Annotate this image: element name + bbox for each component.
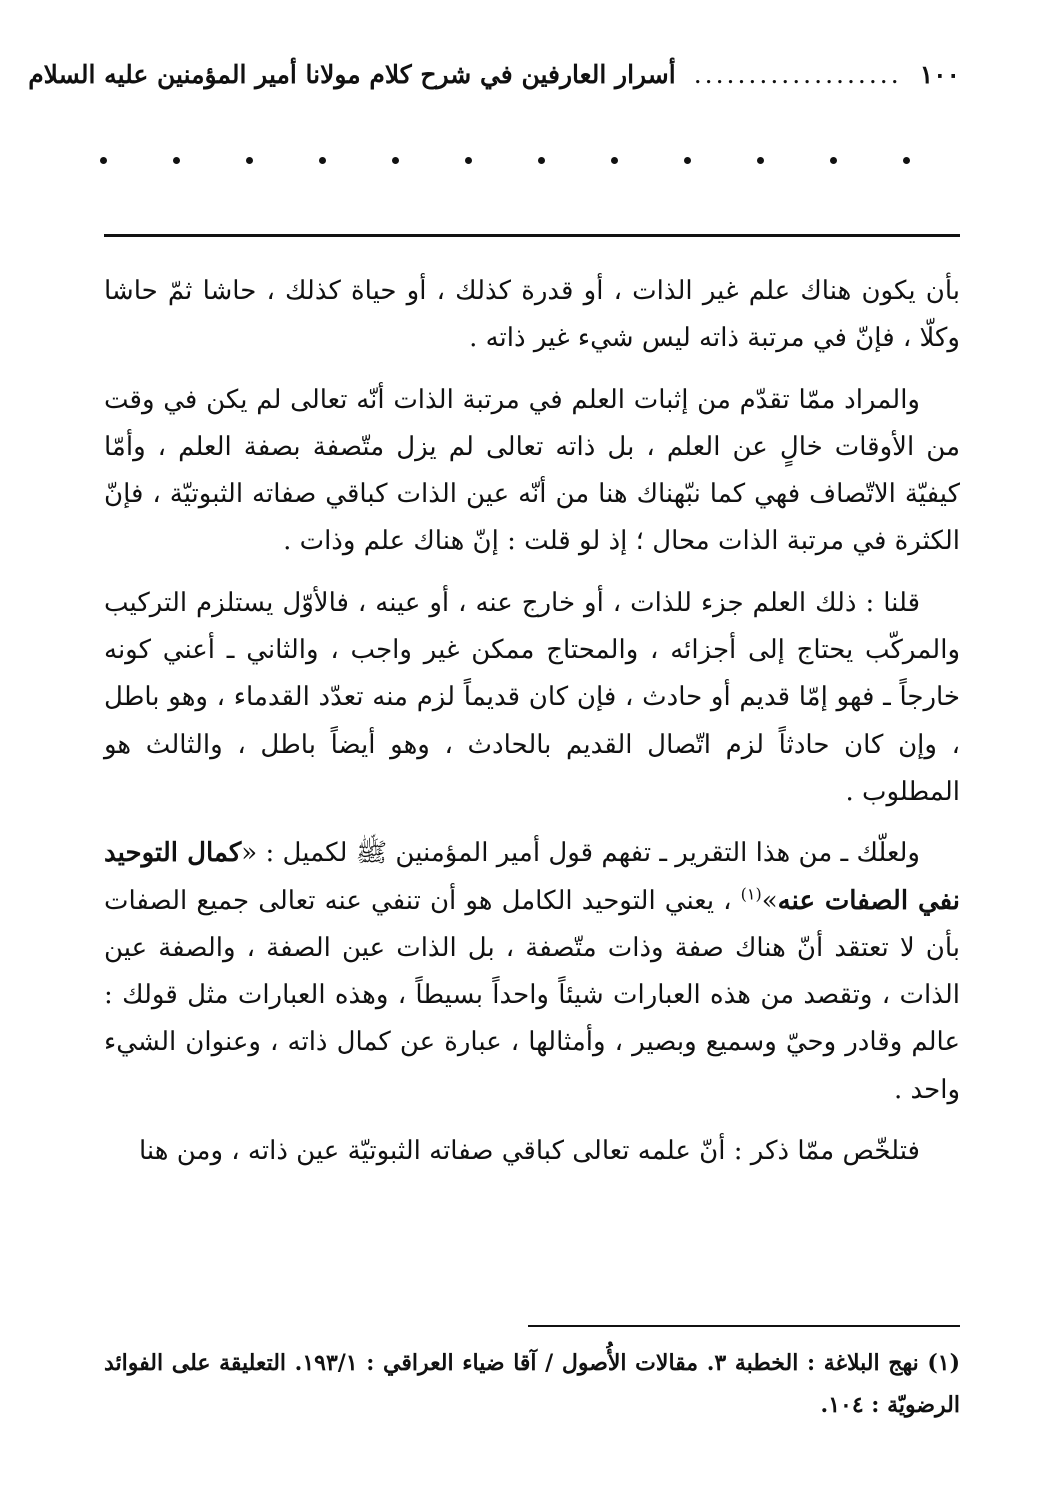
running-header xyxy=(28,52,960,96)
footnote-ref[interactable]: (١) xyxy=(740,883,762,903)
separator-dot xyxy=(830,157,837,164)
separator-dot xyxy=(392,157,399,164)
separator-dot xyxy=(100,157,107,164)
separator-dot xyxy=(903,157,910,164)
paragraph-2: والمراد ممّا تقدّم من إثبات العلم في مرتبة الذات أنّه تعالى لم يكن في وقت من الأوقات خالٍ عن العلم ، بل ذاته تعالى لم يزل متّصفة بصفة العلم ، وأمّا كيفيّة الاتّصاف فهي كما نبّهناك هنا من أنّه عين الذات كباقي صفاته الثبوتيّة ، فإنّ الكثرة في مرتبة الذات محال ؛ إذ لو قلت : إنّ هناك علم وذات . xyxy=(104,384,960,557)
separator-dot xyxy=(465,157,472,164)
main-text xyxy=(104,268,960,1189)
section-separator-dots xyxy=(100,140,910,180)
paragraph-4 xyxy=(104,830,960,1114)
quote-close-mark: » xyxy=(761,885,778,916)
separator-dot xyxy=(173,157,180,164)
paragraph-1: بأن يكون هناك علم غير الذات ، أو قدرة كذلك ، أو حياة كذلك ، حاشا ثمّ حاشا وكلّا ، فإنّ في مرتبة ذاته ليس شيء غير ذاته . xyxy=(104,276,960,354)
footnote: (١) نهج البلاغة : الخطبة ٣. مقالات الأُصول / آقا ضياء العراقي : ١٩٣/١. التعليقة على الفوائد الرضويّة : ١٠٤. xyxy=(104,1350,960,1418)
separator-dot xyxy=(246,157,253,164)
paragraph-5: فتلخّص ممّا ذكر : أنّ علمه تعالى كباقي صفاته الثبوتيّة عين ذاته ، ومن هنا xyxy=(138,1136,920,1167)
separator-dot xyxy=(319,157,326,164)
separator-dot xyxy=(538,157,545,164)
footnote-divider-rule xyxy=(528,1325,960,1327)
paragraph-4-rest: ، يعني التوحيد الكامل هو أن تنفي عنه تعالى جميع الصفات بأن لا تعتقد أنّ هناك صفة وذات متّصفة ، بل الذات عين الصفة ، والصفة عين الذات ، وتقصد من هذه العبارات شيئاً واحداً بسيطاً ، وهذه العبارات مثل قولك : عالم وقادر وحيّ وسميع وبصير ، وأمثالها ، عبارة عن كمال ذاته ، وعنوان الشيء واحد . xyxy=(104,885,960,1105)
paragraph-4-lead: ولعلّك ـ من هذا التقرير ـ تفهم قول أمير المؤمنين ﷺ لكميل : « xyxy=(241,838,920,869)
page-number: ١٠٠ xyxy=(919,59,960,89)
separator-dot xyxy=(684,157,691,164)
paragraph-3: قلنا : ذلك العلم جزء للذات ، أو خارج عنه ، أو عينه ، فالأوّل يستلزم التركيب والمركّب يحتاج إلى أجزائه ، والمحتاج ممكن غير واجب ، والثاني ـ أعني كونه خارجاً ـ فهو إمّا قديم أو حادث ، فإن كان قديماً لزم منه تعدّد القدماء ، وهو باطل ، وإن كان حادثاً لزم اتّصال القديم بالحادث ، وهو أيضاً باطل ، والثالث هو المطلوب . xyxy=(104,587,960,807)
header-divider-rule xyxy=(104,234,960,237)
separator-dot xyxy=(611,157,618,164)
hadith-quote: كمال التوحيد نفي الصفات عنه xyxy=(104,838,960,916)
header-leader-dots: ................... xyxy=(693,59,902,89)
separator-dot xyxy=(757,157,764,164)
running-title: أسرار العارفين في شرح كلام مولانا أمير المؤمنين عليه السلام xyxy=(28,59,676,89)
